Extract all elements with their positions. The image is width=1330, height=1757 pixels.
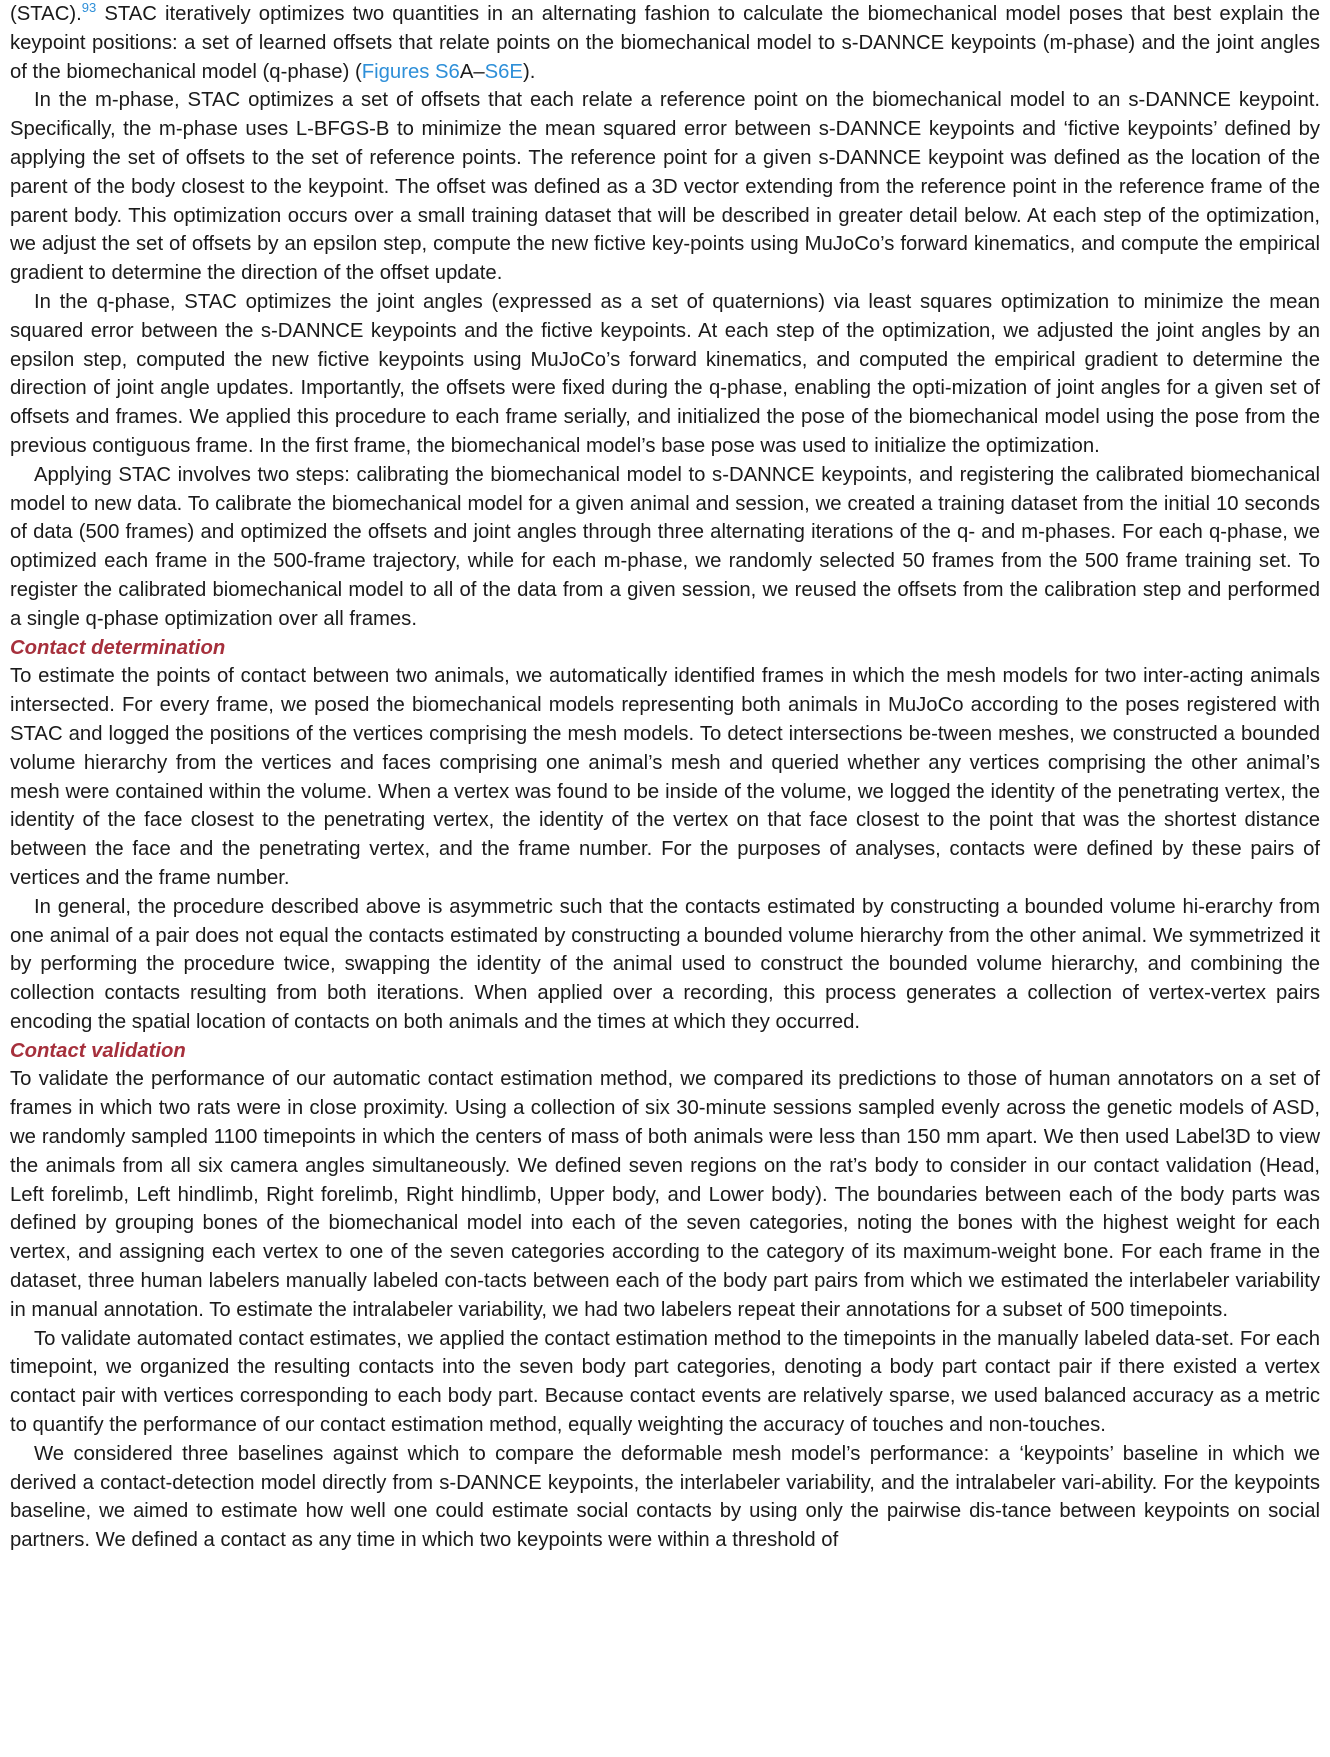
body-paragraph <box>10 0 1320 86</box>
body-paragraph <box>10 461 1320 634</box>
section-heading <box>10 1037 1320 1066</box>
paragraph-text: To validate the performance of our automatic contact estimation method, we compared its predictions to those of human annotators on a set of frames in which two rats were in close proximity. Using a collection of six 30-minute sessions sampled evenly across the genetic models of ASD, we randomly sampled 1100 timepoints in which the centers of mass of both animals were less than 150 mm apart. We then used Label3D to view the animals from all six camera angles simultaneously. We defined seven regions on the rat’s body to consider in our contact validation (Head, Left forelimb, Left hindlimb, Right forelimb, Right hindlimb, Upper body, and Lower body). The boundaries between each of the body parts was defined by grouping bones of the biomechanical model into each of the seven categories, noting the bones with the highest weight for each vertex, and assigning each vertex to one of the seven categories according to the category of its maximum-weight bone. For each frame in the dataset, three human labelers manually labeled con-tacts between each of the body part pairs from which we estimated the interlabeler variability in manual annotation. To estimate the intralabeler variability, we had two labelers repeat their annotations for a subset of 500 timepoints. <box>10 1068 1320 1321</box>
paragraph-text: ). <box>522 60 536 83</box>
body-paragraph <box>10 662 1320 892</box>
paragraph-text: To validate automated contact estimates, we applied the contact estimation method to the timepoints in the manually labeled data-set. For each timepoint, we organized the resulting contacts into the seven body part categories, denoting a body part contact pair if there existed a vertex contact pair with vertices corresponding to each body part. Because contact events are relatively sparse, we used balanced accuracy as a metric to quantify the performance of our contact estimation method, equally weighting the accuracy of touches and non-touches. <box>10 1327 1320 1437</box>
paragraph-text: Applying STAC involves two steps: calibrating the biomechanical model to s-DANNCE keypoints, and registering the calibrated biomechanical model to new data. To calibrate the biomechanical model for a given animal and session, we created a training dataset from the initial 10 seconds of data (500 frames) and optimized the offsets and joint angles through three alternating iterations of the q- and m-phases. For each q-phase, we optimized each frame in the 500-frame trajectory, while for each m-phase, we randomly selected 50 frames from the 500 frame training set. To register the calibrated biomechanical model to all of the data from a given session, we reused the offsets from the calibration step and performed a single q-phase optimization over all frames. <box>10 463 1320 630</box>
figure-link[interactable]: Figures S6 <box>361 60 460 83</box>
section-heading <box>10 634 1320 663</box>
figure-link[interactable]: S6E <box>484 60 523 83</box>
paragraph-text: In the m-phase, STAC optimizes a set of offsets that each relate a reference point on the biomechanical model to an s-DANNCE keypoint. Specifically, the m-phase uses L-BFGS-B to minimize the mean squared error between s-DANNCE keypoints and ‘fictive keypoints’ defined by applying the set of offsets to the set of reference points. The reference point for a given s-DANNCE keypoint was defined as the location of the parent of the body closest to the keypoint. The offset was defined as a 3D vector extending from the reference point in the reference frame of the parent body. This optimization occurs over a small training dataset that will be described in greater detail below. At each step of the optimization, we adjust the set of offsets by an epsilon step, compute the new fictive key-points using MuJoCo’s forward kinematics, and compute the empirical gradient to determine the direction of the offset update. <box>10 89 1320 285</box>
body-paragraph <box>10 1065 1320 1324</box>
citation-reference[interactable]: 93 <box>81 0 97 16</box>
body-paragraph <box>10 86 1320 288</box>
body-paragraph <box>10 288 1320 461</box>
heading-text: Contact determination <box>10 636 226 659</box>
body-paragraph <box>10 1325 1320 1440</box>
body-paragraph <box>10 1440 1320 1555</box>
paragraph-text: STAC iteratively optimizes two quantities in an alternating fashion to calculate the biomechanical model poses that best explain the keypoint positions: a set of learned offsets that relate points on the biomechanical model to s-DANNCE keypoints (m-phase) and the joint angles of the biomechanical model (q-phase) ( <box>10 3 1320 83</box>
paragraph-text: To estimate the points of contact between two animals, we automatically identified frames in which the mesh models for two inter-acting animals intersected. For every frame, we posed the biomechanical models representing both animals in MuJoCo according to the poses registered with STAC and logged the positions of the vertices comprising the mesh models. To detect intersections be-tween meshes, we constructed a bounded volume hierarchy from the vertices and faces comprising one animal’s mesh and queried whether any vertices comprising the other animal’s mesh were contained within the volume. When a vertex was found to be inside of the volume, we logged the identity of the penetrating vertex, the identity of the face closest to the penetrating vertex, the identity of the vertex on that face closest to the point that was the shortest distance between the face and the penetrating vertex, and the frame number. For the purposes of analyses, contacts were defined by these pairs of vertices and the frame number. <box>10 665 1320 889</box>
paragraph-text: In the q-phase, STAC optimizes the joint angles (expressed as a set of quaternions) via least squares optimization to minimize the mean squared error between the s-DANNCE keypoints and the fictive keypoints. At each step of the optimization, we adjusted the joint angles by an epsilon step, computed the new fictive keypoints using MuJoCo’s forward kinematics, and computed the empirical gradient to determine the direction of joint angle updates. Importantly, the offsets were fixed during the q-phase, enabling the opti-mization of joint angles for a given set of offsets and frames. We applied this procedure to each frame serially, and initialized the pose of the biomechanical model using the pose from the previous contiguous frame. In the first frame, the biomechanical model’s base pose was used to initialize the optimization. <box>10 290 1320 457</box>
paragraph-text: In general, the procedure described above is asymmetric such that the contacts estimated by constructing a bounded volume hi-erarchy from one animal of a pair does not equal the contacts estimated by constructing a bounded volume hierarchy from the other animal. We symmetrized it by performing the procedure twice, swapping the identity of the animal used to construct the bounded volume hierarchy, and combining the collection contacts resulting from both iterations. When applied over a recording, this process generates a collection of vertex-vertex pairs encoding the spatial location of contacts on both animals and the times at which they occurred. <box>10 895 1320 1033</box>
paragraph-text: We considered three baselines against which to compare the deformable mesh model’s performance: a ‘keypoints’ baseline in which we derived a contact-detection model directly from s-DANNCE keypoints, the interlabeler variability, and the intralabeler vari-ability. For the keypoints baseline, we aimed to estimate how well one could estimate social contacts by using only the pairwise dis-tance between keypoints on social partners. We defined a contact as any time in which two keypoints were within a threshold of <box>10 1442 1320 1552</box>
paragraph-text: A– <box>459 60 485 83</box>
paragraph-text: (STAC). <box>10 3 82 25</box>
body-paragraph <box>10 893 1320 1037</box>
heading-text: Contact validation <box>10 1039 186 1062</box>
article-page <box>10 0 1320 1555</box>
